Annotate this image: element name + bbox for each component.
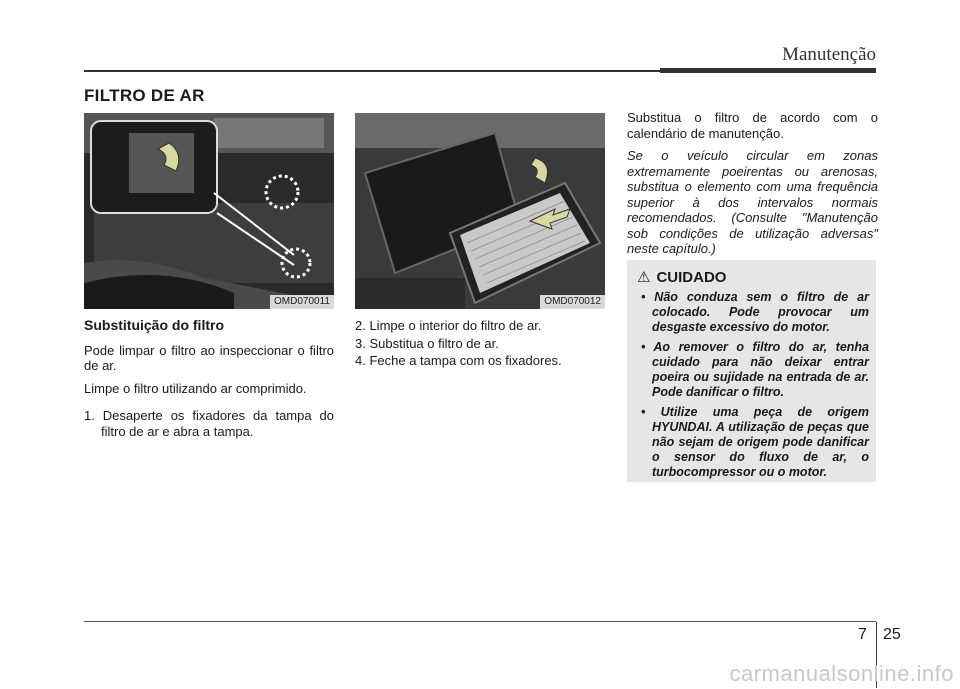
- section-title: FILTRO DE AR: [84, 86, 205, 105]
- paragraph: Limpe o filtro utilizando ar comprimido.: [84, 380, 307, 396]
- column-2: [355, 318, 605, 371]
- caution-list: [641, 290, 869, 485]
- step-item: 4. Feche a tampa com os fixadores.: [355, 353, 562, 368]
- header-title: Manutenção: [782, 44, 876, 65]
- header-rule-accent: [660, 68, 876, 73]
- engine-bay-photo-2: [355, 113, 605, 309]
- caution-title: CUIDADO: [656, 268, 727, 286]
- paragraph: Substitua o filtro de acordo com o calendário de manutenção.: [627, 110, 878, 141]
- warning-triangle-icon: ⚠: [637, 269, 651, 286]
- footer-rule: [84, 621, 876, 622]
- engine-bay-photo-1: [84, 113, 334, 309]
- paragraph-italic: Se o veículo circular em zonas extremamente poeirentas ou arenosas, substitua o elemento com uma frequência superior à dos intervalos normais recomendados. (Consulte "Manutenção sob condições de utilização adversas" neste capítulo.): [627, 148, 878, 256]
- column-1: [84, 318, 334, 441]
- figure-code: OMD070012: [540, 295, 605, 309]
- caution-item: • Utilize uma peça de origem HYUNDAI. A utilização de peças que não sejam de origem pode danificar o sensor do fluxo de ar, o turbocompressor ou o motor.: [641, 405, 869, 479]
- watermark[interactable]: carmanualsonline.info: [729, 661, 954, 686]
- column-3: [627, 110, 878, 264]
- step-item: 1. Desaperte os fixadores da tampa do filtro de ar e abra a tampa.: [84, 408, 334, 439]
- caution-item: • Não conduza sem o filtro de ar colocado. Pode provocar um desgaste excessivo do motor.: [641, 290, 869, 334]
- step-item: 2. Limpe o interior do filtro de ar.: [355, 318, 542, 333]
- figure-code: OMD070011: [270, 295, 334, 309]
- step-item: 3. Substitua o filtro de ar.: [355, 335, 499, 351]
- figure-air-filter-element: [355, 113, 605, 309]
- figure-air-filter-cover: [84, 113, 334, 309]
- chapter-number: 7: [858, 626, 867, 643]
- caution-box: [627, 260, 876, 482]
- page-number: 25: [883, 626, 901, 643]
- paragraph: Pode limpar o filtro ao inspeccionar o filtro de ar.: [84, 342, 334, 373]
- subheading: Substituição do filtro: [84, 317, 224, 333]
- caution-header: [637, 268, 726, 286]
- caution-item: • Ao remover o filtro do ar, tenha cuidado para não deixar entrar poeira ou sujidade na entrada de ar. Pode danificar o filtro.: [641, 340, 869, 399]
